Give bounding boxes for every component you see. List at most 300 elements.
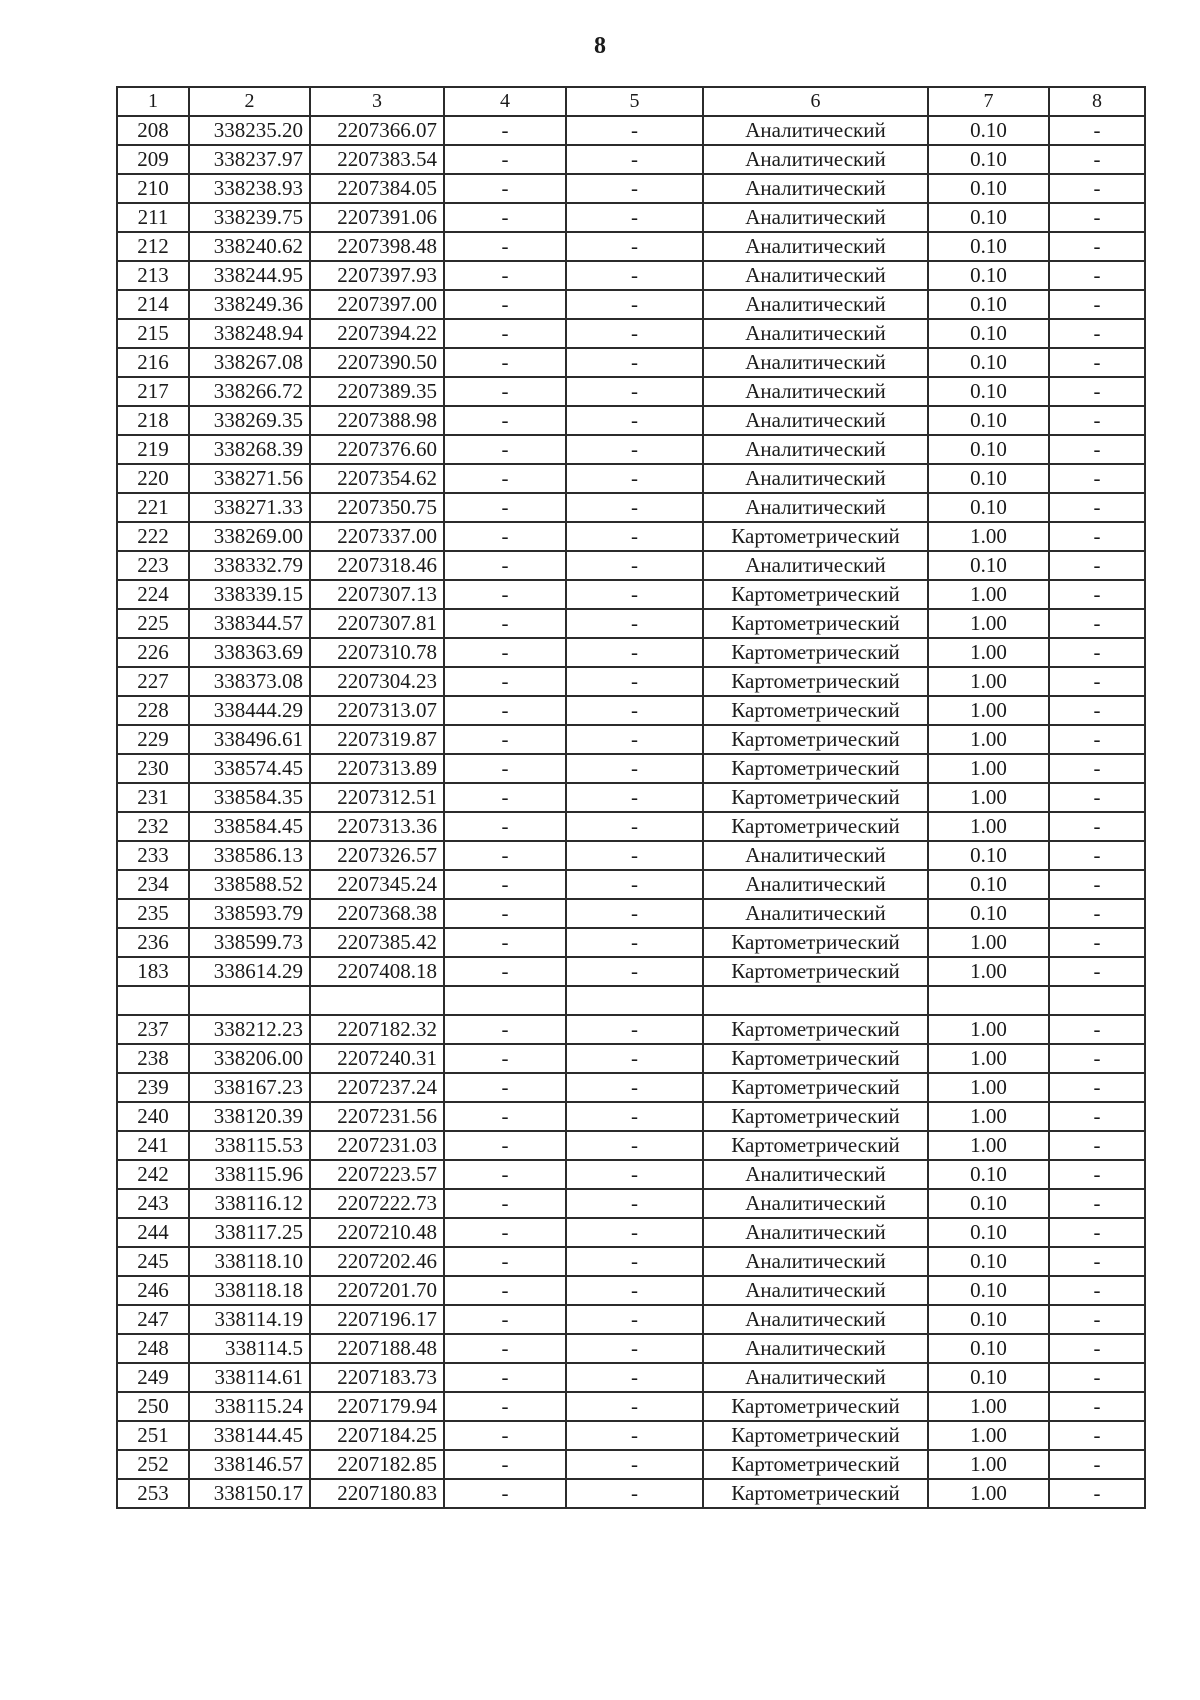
cell-point-number: 249 <box>117 1363 189 1392</box>
cell-col-8: - <box>1049 1073 1145 1102</box>
cell-point-number: 248 <box>117 1334 189 1363</box>
cell-accuracy: 0.10 <box>928 1305 1049 1334</box>
cell-x-coordinate: 338574.45 <box>189 754 310 783</box>
cell-y-coordinate: 2207326.57 <box>310 841 444 870</box>
cell-accuracy: 1.00 <box>928 667 1049 696</box>
cell-x-coordinate: 338444.29 <box>189 696 310 725</box>
table-row <box>117 232 1145 261</box>
cell-x-coordinate: 338118.10 <box>189 1247 310 1276</box>
cell-method: Аналитический <box>703 435 928 464</box>
cell-col-5: - <box>566 754 703 783</box>
cell-col-8: - <box>1049 783 1145 812</box>
cell-accuracy: 1.00 <box>928 1421 1049 1450</box>
cell-accuracy: 0.10 <box>928 464 1049 493</box>
cell-col-8: - <box>1049 754 1145 783</box>
table-row <box>117 609 1145 638</box>
table-row <box>117 580 1145 609</box>
cell-accuracy: 1.00 <box>928 957 1049 986</box>
cell-x-coordinate: 338212.23 <box>189 1015 310 1044</box>
cell-col-4: - <box>444 1392 566 1421</box>
cell-method: Аналитический <box>703 290 928 319</box>
cell-x-coordinate: 338115.24 <box>189 1392 310 1421</box>
cell-accuracy: 0.10 <box>928 319 1049 348</box>
column-header: 8 <box>1049 87 1145 116</box>
cell-accuracy: 0.10 <box>928 1334 1049 1363</box>
cell-col-8: - <box>1049 1015 1145 1044</box>
table-row <box>117 1131 1145 1160</box>
cell-point-number: 215 <box>117 319 189 348</box>
cell-col-5: - <box>566 1247 703 1276</box>
cell-point-number: 231 <box>117 783 189 812</box>
cell-col-4: - <box>444 899 566 928</box>
cell-x-coordinate: 338114.19 <box>189 1305 310 1334</box>
table-row <box>117 1334 1145 1363</box>
cell-col-5: - <box>566 1334 703 1363</box>
cell-method: Аналитический <box>703 261 928 290</box>
cell-col-8: - <box>1049 1160 1145 1189</box>
cell-accuracy: 1.00 <box>928 609 1049 638</box>
table-row <box>117 1102 1145 1131</box>
cell-y-coordinate: 2207318.46 <box>310 551 444 580</box>
cell-x-coordinate: 338584.45 <box>189 812 310 841</box>
cell-col-4: - <box>444 1479 566 1508</box>
cell-col-5: - <box>566 725 703 754</box>
cell-accuracy: 0.10 <box>928 377 1049 406</box>
cell-x-coordinate: 338586.13 <box>189 841 310 870</box>
table-row <box>117 116 1145 145</box>
cell-point-number: 225 <box>117 609 189 638</box>
cell-accuracy: 0.10 <box>928 899 1049 928</box>
cell-y-coordinate: 2207388.98 <box>310 406 444 435</box>
cell-y-coordinate: 2207394.22 <box>310 319 444 348</box>
cell-method: Аналитический <box>703 464 928 493</box>
cell-col-5: - <box>566 232 703 261</box>
cell-accuracy: 0.10 <box>928 841 1049 870</box>
cell-method: Картометрический <box>703 1044 928 1073</box>
table-row <box>117 1392 1145 1421</box>
cell-col-4: - <box>444 145 566 174</box>
cell-x-coordinate <box>189 986 310 1015</box>
cell-method: Картометрический <box>703 812 928 841</box>
cell-col-4: - <box>444 232 566 261</box>
cell-col-8: - <box>1049 435 1145 464</box>
cell-col-5: - <box>566 1218 703 1247</box>
cell-col-8: - <box>1049 1218 1145 1247</box>
cell-accuracy: 1.00 <box>928 1479 1049 1508</box>
cell-accuracy: 0.10 <box>928 1363 1049 1392</box>
cell-point-number: 250 <box>117 1392 189 1421</box>
cell-col-5: - <box>566 638 703 667</box>
cell-y-coordinate: 2207307.81 <box>310 609 444 638</box>
cell-x-coordinate: 338146.57 <box>189 1450 310 1479</box>
cell-accuracy: 1.00 <box>928 754 1049 783</box>
cell-x-coordinate: 338238.93 <box>189 174 310 203</box>
column-header: 2 <box>189 87 310 116</box>
cell-point-number: 220 <box>117 464 189 493</box>
table-row <box>117 1305 1145 1334</box>
cell-method: Аналитический <box>703 203 928 232</box>
cell-accuracy: 0.10 <box>928 1276 1049 1305</box>
table-row <box>117 1160 1145 1189</box>
table-row <box>117 870 1145 899</box>
cell-y-coordinate: 2207179.94 <box>310 1392 444 1421</box>
cell-col-8: - <box>1049 116 1145 145</box>
cell-accuracy: 1.00 <box>928 928 1049 957</box>
cell-accuracy: 1.00 <box>928 1044 1049 1073</box>
cell-col-8: - <box>1049 1334 1145 1363</box>
table-row <box>117 406 1145 435</box>
cell-col-4: - <box>444 812 566 841</box>
column-header: 7 <box>928 87 1049 116</box>
cell-y-coordinate: 2207196.17 <box>310 1305 444 1334</box>
cell-method: Картометрический <box>703 957 928 986</box>
cell-col-5: - <box>566 957 703 986</box>
cell-method: Аналитический <box>703 1218 928 1247</box>
cell-col-8: - <box>1049 841 1145 870</box>
cell-col-8: - <box>1049 609 1145 638</box>
cell-accuracy: 1.00 <box>928 638 1049 667</box>
column-header: 5 <box>566 87 703 116</box>
cell-y-coordinate: 2207313.89 <box>310 754 444 783</box>
cell-y-coordinate: 2207376.60 <box>310 435 444 464</box>
cell-accuracy: 0.10 <box>928 203 1049 232</box>
cell-col-5: - <box>566 1131 703 1160</box>
cell-point-number: 246 <box>117 1276 189 1305</box>
coordinates-table <box>116 86 1146 1509</box>
cell-col-4: - <box>444 116 566 145</box>
table-row <box>117 1479 1145 1508</box>
cell-method: Аналитический <box>703 174 928 203</box>
cell-point-number: 212 <box>117 232 189 261</box>
cell-accuracy: 1.00 <box>928 580 1049 609</box>
cell-method: Аналитический <box>703 870 928 899</box>
cell-col-5: - <box>566 290 703 319</box>
cell-point-number: 208 <box>117 116 189 145</box>
cell-x-coordinate: 338599.73 <box>189 928 310 957</box>
cell-col-5: - <box>566 1160 703 1189</box>
cell-y-coordinate: 2207237.24 <box>310 1073 444 1102</box>
cell-y-coordinate: 2207182.32 <box>310 1015 444 1044</box>
cell-x-coordinate: 338269.00 <box>189 522 310 551</box>
cell-accuracy: 1.00 <box>928 725 1049 754</box>
cell-col-8: - <box>1049 348 1145 377</box>
table-row <box>117 1218 1145 1247</box>
cell-accuracy: 0.10 <box>928 116 1049 145</box>
cell-col-4: - <box>444 609 566 638</box>
cell-point-number: 224 <box>117 580 189 609</box>
cell-accuracy: 0.10 <box>928 406 1049 435</box>
cell-col-4: - <box>444 667 566 696</box>
cell-col-5: - <box>566 116 703 145</box>
table-row <box>117 1421 1145 1450</box>
cell-x-coordinate: 338271.56 <box>189 464 310 493</box>
cell-method: Картометрический <box>703 1131 928 1160</box>
cell-y-coordinate: 2207310.78 <box>310 638 444 667</box>
cell-col-4: - <box>444 696 566 725</box>
cell-y-coordinate: 2207231.56 <box>310 1102 444 1131</box>
cell-col-8: - <box>1049 261 1145 290</box>
cell-point-number: 223 <box>117 551 189 580</box>
table-row <box>117 667 1145 696</box>
cell-col-5: - <box>566 841 703 870</box>
cell-point-number: 218 <box>117 406 189 435</box>
cell-col-5: - <box>566 319 703 348</box>
cell-col-5: - <box>566 522 703 551</box>
cell-point-number: 245 <box>117 1247 189 1276</box>
cell-accuracy <box>928 986 1049 1015</box>
cell-method <box>703 986 928 1015</box>
cell-col-4: - <box>444 406 566 435</box>
cell-y-coordinate: 2207201.70 <box>310 1276 444 1305</box>
cell-accuracy: 1.00 <box>928 1131 1049 1160</box>
cell-accuracy: 1.00 <box>928 1015 1049 1044</box>
column-header: 4 <box>444 87 566 116</box>
cell-y-coordinate: 2207231.03 <box>310 1131 444 1160</box>
table-row <box>117 899 1145 928</box>
table-body <box>117 87 1145 1508</box>
cell-col-5: - <box>566 783 703 812</box>
cell-col-5: - <box>566 1421 703 1450</box>
cell-method: Аналитический <box>703 1160 928 1189</box>
cell-col-5: - <box>566 1073 703 1102</box>
cell-col-8: - <box>1049 174 1145 203</box>
cell-y-coordinate: 2207408.18 <box>310 957 444 986</box>
cell-col-5: - <box>566 1189 703 1218</box>
cell-col-5: - <box>566 1276 703 1305</box>
cell-accuracy: 1.00 <box>928 812 1049 841</box>
cell-col-4: - <box>444 522 566 551</box>
cell-col-8: - <box>1049 1305 1145 1334</box>
cell-point-number: 241 <box>117 1131 189 1160</box>
cell-point-number: 209 <box>117 145 189 174</box>
cell-col-8: - <box>1049 522 1145 551</box>
cell-point-number: 222 <box>117 522 189 551</box>
cell-col-5: - <box>566 1044 703 1073</box>
cell-method: Картометрический <box>703 609 928 638</box>
cell-col-5: - <box>566 1479 703 1508</box>
table-row <box>117 1044 1145 1073</box>
cell-x-coordinate: 338373.08 <box>189 667 310 696</box>
cell-point-number: 232 <box>117 812 189 841</box>
cell-point-number: 226 <box>117 638 189 667</box>
cell-x-coordinate: 338239.75 <box>189 203 310 232</box>
cell-x-coordinate: 338115.96 <box>189 1160 310 1189</box>
cell-accuracy: 0.10 <box>928 232 1049 261</box>
cell-col-4: - <box>444 783 566 812</box>
cell-col-4: - <box>444 841 566 870</box>
cell-y-coordinate: 2207383.54 <box>310 145 444 174</box>
cell-col-5: - <box>566 145 703 174</box>
cell-method: Аналитический <box>703 319 928 348</box>
table-row <box>117 1276 1145 1305</box>
cell-col-8: - <box>1049 957 1145 986</box>
cell-point-number: 228 <box>117 696 189 725</box>
cell-point-number: 243 <box>117 1189 189 1218</box>
cell-col-8: - <box>1049 145 1145 174</box>
cell-col-8: - <box>1049 406 1145 435</box>
column-header: 1 <box>117 87 189 116</box>
cell-x-coordinate: 338363.69 <box>189 638 310 667</box>
cell-col-4: - <box>444 1218 566 1247</box>
cell-method: Картометрический <box>703 522 928 551</box>
table-row <box>117 522 1145 551</box>
cell-point-number: 251 <box>117 1421 189 1450</box>
cell-col-4: - <box>444 1073 566 1102</box>
cell-col-5: - <box>566 1102 703 1131</box>
cell-col-4: - <box>444 1421 566 1450</box>
cell-x-coordinate: 338117.25 <box>189 1218 310 1247</box>
table-row <box>117 957 1145 986</box>
cell-col-5: - <box>566 928 703 957</box>
cell-method: Аналитический <box>703 1247 928 1276</box>
cell-col-4: - <box>444 1160 566 1189</box>
cell-accuracy: 1.00 <box>928 1450 1049 1479</box>
cell-y-coordinate: 2207384.05 <box>310 174 444 203</box>
cell-method: Аналитический <box>703 841 928 870</box>
cell-method: Картометрический <box>703 1392 928 1421</box>
cell-point-number: 230 <box>117 754 189 783</box>
table-row <box>117 754 1145 783</box>
cell-col-5: - <box>566 348 703 377</box>
cell-col-4: - <box>444 464 566 493</box>
cell-method: Аналитический <box>703 406 928 435</box>
cell-point-number: 217 <box>117 377 189 406</box>
cell-col-4: - <box>444 203 566 232</box>
cell-point-number: 235 <box>117 899 189 928</box>
cell-col-5: - <box>566 174 703 203</box>
cell-accuracy: 0.10 <box>928 1189 1049 1218</box>
cell-col-8: - <box>1049 899 1145 928</box>
cell-point-number: 247 <box>117 1305 189 1334</box>
cell-col-4: - <box>444 261 566 290</box>
cell-x-coordinate: 338269.35 <box>189 406 310 435</box>
cell-x-coordinate: 338167.23 <box>189 1073 310 1102</box>
cell-y-coordinate: 2207183.73 <box>310 1363 444 1392</box>
cell-accuracy: 0.10 <box>928 174 1049 203</box>
cell-col-5: - <box>566 580 703 609</box>
cell-col-5: - <box>566 1015 703 1044</box>
cell-method: Аналитический <box>703 377 928 406</box>
cell-col-8: - <box>1049 1363 1145 1392</box>
cell-col-5: - <box>566 261 703 290</box>
cell-method: Аналитический <box>703 145 928 174</box>
cell-y-coordinate: 2207184.25 <box>310 1421 444 1450</box>
cell-col-5: - <box>566 609 703 638</box>
page-number: 8 <box>594 33 606 59</box>
cell-col-8: - <box>1049 377 1145 406</box>
cell-method: Картометрический <box>703 754 928 783</box>
cell-accuracy: 0.10 <box>928 551 1049 580</box>
cell-y-coordinate: 2207354.62 <box>310 464 444 493</box>
cell-col-4: - <box>444 1276 566 1305</box>
cell-col-8: - <box>1049 1131 1145 1160</box>
cell-col-4: - <box>444 1131 566 1160</box>
cell-col-4: - <box>444 1015 566 1044</box>
cell-point-number <box>117 986 189 1015</box>
cell-accuracy: 1.00 <box>928 696 1049 725</box>
cell-col-4: - <box>444 1189 566 1218</box>
table-row <box>117 841 1145 870</box>
cell-y-coordinate: 2207368.38 <box>310 899 444 928</box>
cell-col-4: - <box>444 551 566 580</box>
table-row <box>117 551 1145 580</box>
cell-point-number: 239 <box>117 1073 189 1102</box>
cell-x-coordinate: 338614.29 <box>189 957 310 986</box>
cell-point-number: 229 <box>117 725 189 754</box>
cell-col-4: - <box>444 1450 566 1479</box>
cell-method: Аналитический <box>703 551 928 580</box>
table-row <box>117 1073 1145 1102</box>
cell-point-number: 240 <box>117 1102 189 1131</box>
cell-x-coordinate: 338267.08 <box>189 348 310 377</box>
cell-col-8: - <box>1049 725 1145 754</box>
cell-x-coordinate: 338268.39 <box>189 435 310 464</box>
cell-col-5: - <box>566 377 703 406</box>
cell-y-coordinate: 2207313.07 <box>310 696 444 725</box>
cell-method: Картометрический <box>703 1479 928 1508</box>
cell-x-coordinate: 338235.20 <box>189 116 310 145</box>
cell-col-4: - <box>444 725 566 754</box>
cell-point-number: 238 <box>117 1044 189 1073</box>
table-row <box>117 377 1145 406</box>
cell-col-4: - <box>444 638 566 667</box>
cell-method: Аналитический <box>703 116 928 145</box>
table-row <box>117 145 1145 174</box>
cell-point-number: 216 <box>117 348 189 377</box>
cell-y-coordinate: 2207385.42 <box>310 928 444 957</box>
header-row <box>117 87 1145 116</box>
cell-col-8: - <box>1049 1479 1145 1508</box>
cell-y-coordinate: 2207188.48 <box>310 1334 444 1363</box>
cell-x-coordinate: 338237.97 <box>189 145 310 174</box>
cell-col-5: - <box>566 899 703 928</box>
cell-method: Картометрический <box>703 667 928 696</box>
cell-point-number: 214 <box>117 290 189 319</box>
table-row <box>117 319 1145 348</box>
cell-col-8: - <box>1049 870 1145 899</box>
cell-x-coordinate: 338206.00 <box>189 1044 310 1073</box>
cell-col-8 <box>1049 986 1145 1015</box>
cell-accuracy: 0.10 <box>928 145 1049 174</box>
cell-method: Картометрический <box>703 1073 928 1102</box>
cell-col-8: - <box>1049 580 1145 609</box>
cell-point-number: 237 <box>117 1015 189 1044</box>
cell-col-4: - <box>444 493 566 522</box>
cell-col-4: - <box>444 1044 566 1073</box>
cell-point-number: 252 <box>117 1450 189 1479</box>
cell-method: Аналитический <box>703 1305 928 1334</box>
table-row <box>117 1247 1145 1276</box>
cell-method: Картометрический <box>703 1015 928 1044</box>
cell-y-coordinate: 2207397.00 <box>310 290 444 319</box>
cell-point-number: 211 <box>117 203 189 232</box>
table-row <box>117 986 1145 1015</box>
cell-accuracy: 0.10 <box>928 1160 1049 1189</box>
cell-accuracy: 0.10 <box>928 870 1049 899</box>
table-row <box>117 812 1145 841</box>
cell-point-number: 227 <box>117 667 189 696</box>
cell-x-coordinate: 338584.35 <box>189 783 310 812</box>
cell-x-coordinate: 338271.33 <box>189 493 310 522</box>
cell-x-coordinate: 338115.53 <box>189 1131 310 1160</box>
cell-y-coordinate: 2207391.06 <box>310 203 444 232</box>
cell-col-5 <box>566 986 703 1015</box>
cell-col-4: - <box>444 1305 566 1334</box>
cell-col-8: - <box>1049 812 1145 841</box>
cell-method: Аналитический <box>703 348 928 377</box>
cell-col-4: - <box>444 1247 566 1276</box>
cell-point-number: 233 <box>117 841 189 870</box>
